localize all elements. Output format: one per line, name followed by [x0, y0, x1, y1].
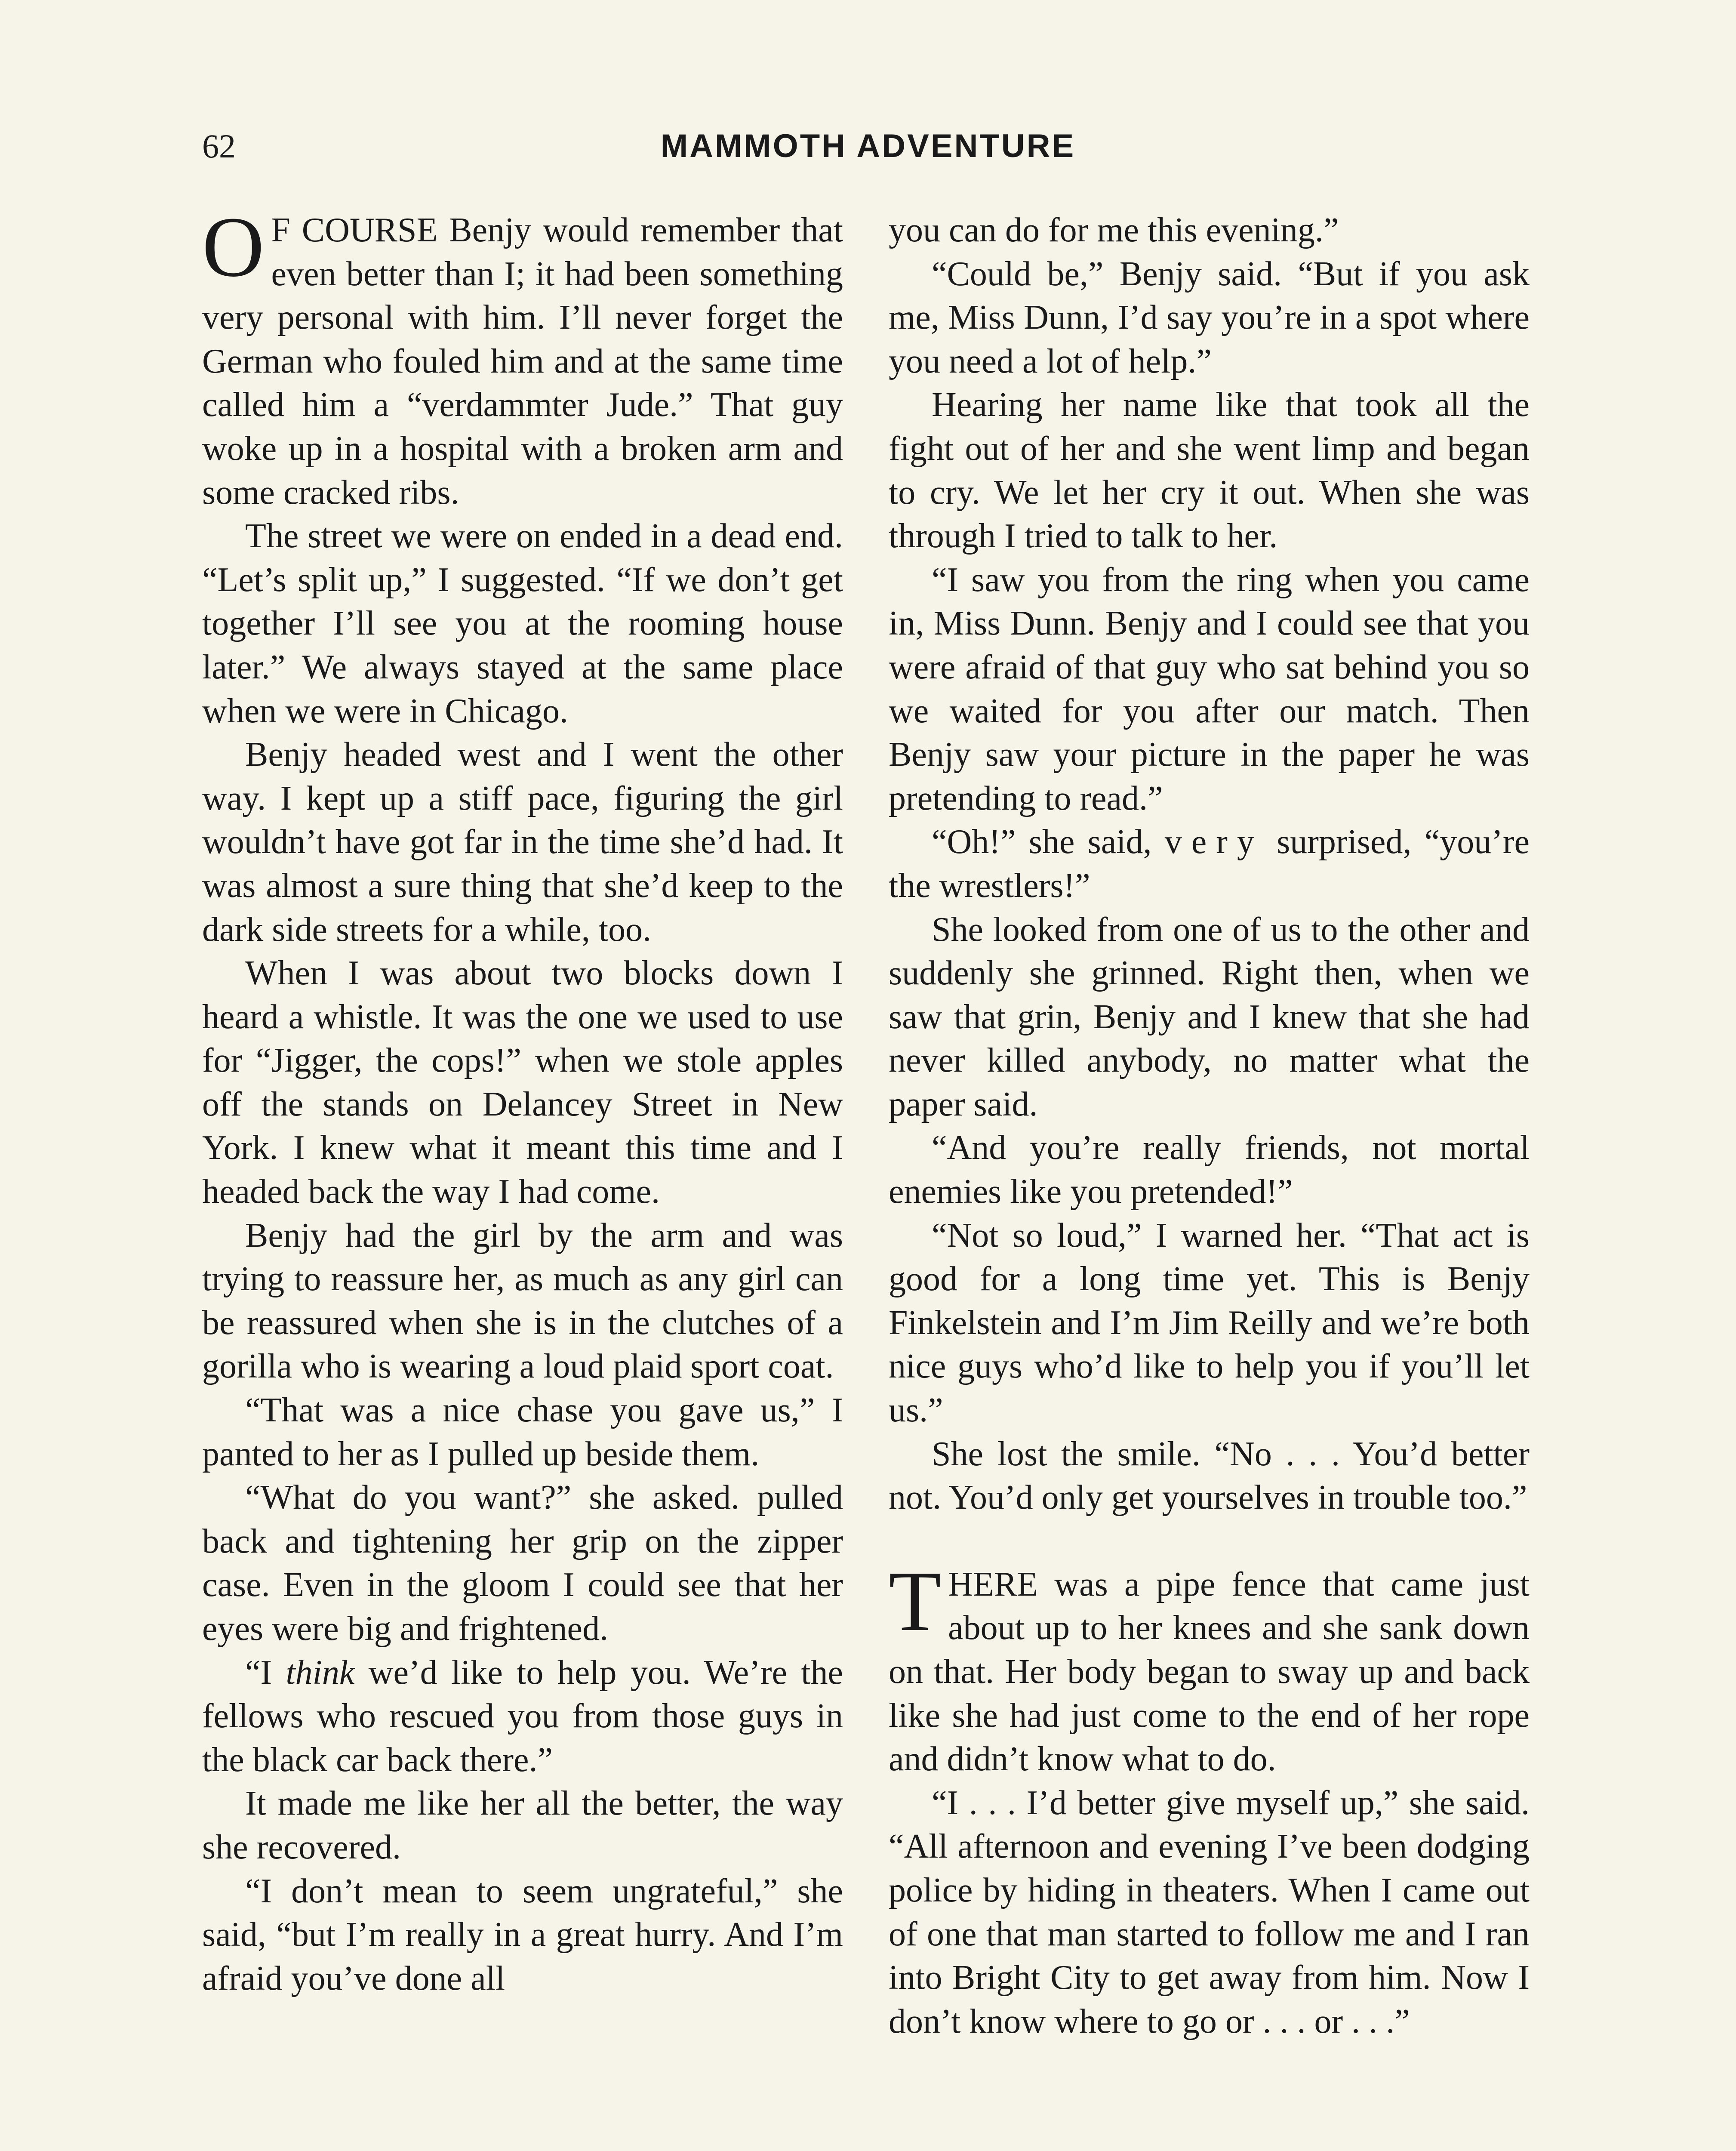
paragraph-text: F COURSE Benjy would remember that even better than I; it had been something very personal with him. I’ll never forget the German who fouled him and at the same time called him a “verdammter Jude.” That guy woke up in a hospital with a broken arm and some cracked ribs.	[202, 211, 843, 512]
paragraph-text: surprised, “you’re the wrestlers!”	[889, 823, 1530, 905]
drop-cap: O	[202, 200, 265, 295]
paragraph: It made me like her all the better, the way she recovered.	[202, 1784, 843, 1866]
paragraph: The street we were on ended in a dead end. “Let’s split up,” I suggested. “If we don’t get together I’ll see you at the rooming house later.” We always stayed at the same place when we were in Chicago.	[202, 517, 843, 730]
paragraph	[202, 200, 843, 515]
paragraph: She lost the smile. “No . . . You’d better not. You’d only get yourselves in trouble too.”	[889, 1435, 1530, 1517]
paragraph: “And you’re really friends, not mortal enemies like you pretended!”	[889, 1129, 1530, 1211]
paragraph: “Not so loud,” I warned her. “That act is good for a long time yet. This is Benjy Finkelstein and I’m Jim Reilly and we’re both nice guys who’d like to help you if you’ll let us.”	[889, 1216, 1530, 1430]
paragraph: “Could be,” Benjy said. “But if you ask me, Miss Dunn, I’d say you’re in a spot where you need a lot of help.”	[889, 255, 1530, 380]
paragraph: Benjy had the girl by the arm and was trying to reassure her, as much as any girl can be reassured when she is in the clutches of a gorilla who is wearing a loud plaid sport coat.	[202, 1216, 843, 1386]
italic-word: think	[286, 1653, 355, 1692]
running-head: MAMMOTH ADVENTURE	[660, 128, 1076, 164]
paragraph: “I don’t mean to seem ungrateful,” she said, “but I’m really in a great hurry. And I’m afraid you’ve done all	[202, 1872, 843, 1997]
paragraph: “I . . . I’d better give myself up,” she said. “All afternoon and evening I’ve been dodging police by hiding in theaters. When I came out of one that man started to follow me and I ran into Bright City to get away from him. Now I don’t know where to go or . . . or . . .”	[889, 1784, 1530, 2040]
paragraph: “That was a nice chase you gave us,” I panted to her as I pulled up beside them.	[202, 1391, 843, 1473]
paragraph: “I saw you from the ring when you came in, Miss Dunn. Benjy and I could see that you were afraid of that guy who sat behind you so we waited for you after our match. Then Benjy saw your picture in the paper he was pretending to read.”	[889, 561, 1530, 817]
paragraph	[889, 820, 1530, 908]
paragraph: Benjy headed west and I went the other way. I kept up a stiff pace, figuring the girl wouldn’t have got far in the time she’d had. It was almost a sure thing that she’d keep to the dark side streets for a while, too.	[202, 736, 843, 949]
paragraph	[889, 1553, 1530, 1781]
paragraph-text: HERE was a pipe fence that came just about up to her knees and she sank down on that. Her body began to sway up and back like she had just come to the end of her rope and didn’t know what to do.	[889, 1565, 1530, 1778]
paragraph: “What do you want?” she asked. pulled back and tightening her grip on the zipper case. Even in the gloom I could see that her eyes were big and frightened.	[202, 1479, 843, 1648]
paragraph: Hearing her name like that took all the fight out of her and she went limp and began to cry. We let her cry it out. When she was through I tried to talk to her.	[889, 386, 1530, 555]
paragraph-text: we’d like to help you. We’re the fellows who rescued you from those guys in the black car back there.”	[202, 1653, 843, 1779]
left-column	[202, 200, 843, 2000]
section-break	[889, 1520, 1530, 1563]
paragraph: She looked from one of us to the other and suddenly she grinned. Right then, when we saw that grin, Benjy and I knew that she had never killed anybody, no matter what the paper said.	[889, 910, 1530, 1123]
spaced-word: very	[1164, 823, 1264, 861]
paragraph-text: “Oh!” she said,	[932, 823, 1165, 861]
paragraph	[202, 1651, 843, 1782]
paragraph: When I was about two blocks down I heard a whistle. It was the one we used to use for “Jigger, the cops!” when we stole apples off the stands on Delancey Street in New York. I knew what it meant this time and I headed back the way I had come.	[202, 954, 843, 1211]
paragraph-text: “I	[245, 1653, 286, 1692]
right-column	[889, 209, 1530, 2043]
page-header	[202, 123, 1534, 174]
drop-cap: T	[889, 1553, 942, 1649]
paragraph: you can do for me this evening.”	[889, 211, 1339, 249]
page-number: 62	[202, 127, 236, 165]
